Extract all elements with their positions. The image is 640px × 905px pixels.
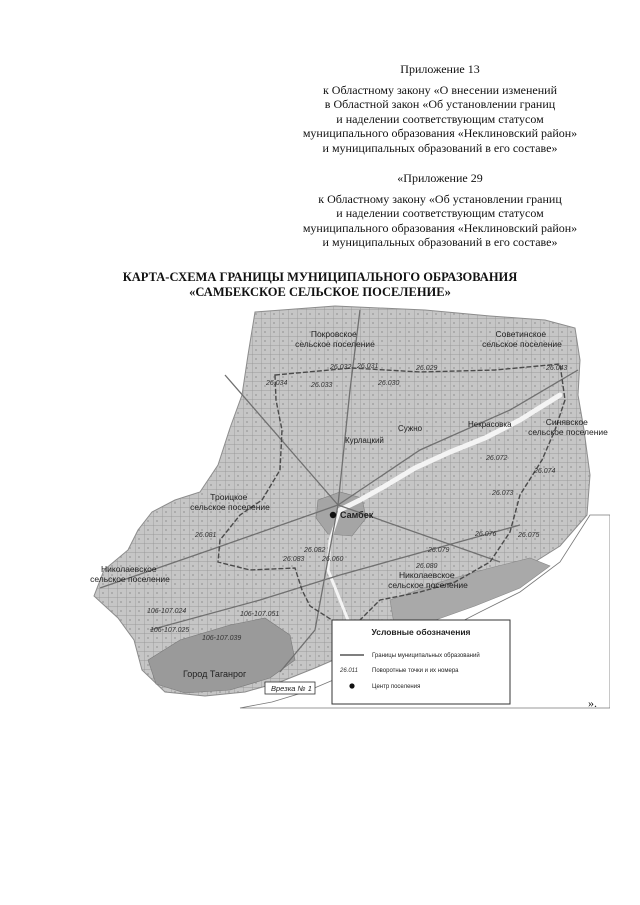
turning-point-code: 106-107.024 [147, 608, 187, 615]
turning-point-code: 106-107.039 [202, 635, 242, 642]
appendix-13-line: и муниципальных образований в его составе» [322, 140, 558, 155]
turning-point-code: 26.079 [428, 547, 450, 554]
appendix-13-heading: Приложение 13 [400, 62, 480, 76]
turning-point-code: 26.032 [330, 364, 352, 371]
svg-text:Николаевское сельское посе [388, 570, 468, 590]
turning-point-code: 26.060 [322, 556, 344, 563]
turning-point-code: 26.082 [304, 547, 326, 554]
legend-item-boundary: Границы муниципальных образований [372, 653, 480, 659]
label-nikolaevskoe-east: Николаевское [399, 570, 455, 580]
appendix-13-reference [280, 62, 600, 155]
boundary-map [90, 300, 610, 710]
appendix-29-line: и муниципальных образований в его составе» [322, 235, 558, 249]
label-nekrasovka: Некрасовка [468, 420, 512, 429]
label-nikolaevskoe-sub: сельское поселение [90, 574, 170, 584]
turning-point-code: 26.076 [475, 531, 497, 538]
inset-label: Врезка № 1 [271, 684, 312, 693]
turning-point-code: 26.083 [283, 556, 305, 563]
map-title-line: «САМБЕКСКОЕ СЕЛЬСКОЕ ПОСЕЛЕНИЕ» [189, 285, 451, 299]
closing-quote-mark: ». [588, 696, 597, 710]
legend-item-center: Центр поселения [372, 684, 421, 690]
label-troitskoe: Троицкое [210, 492, 248, 502]
label-nikolaevskoe: Николаевское [101, 564, 157, 574]
turning-point-code: 106-107.025 [150, 627, 190, 634]
appendix-13-line: в Областной закон «Об установлении границ [324, 97, 556, 111]
label-troitskoe-sub: сельское поселение [190, 502, 270, 512]
legend-code-sample: 26.011 [340, 668, 358, 674]
turning-point-code: 26.073 [492, 490, 514, 497]
label-sinyavskoe: Синявское [545, 417, 588, 427]
turning-point-code: 26.034 [266, 380, 288, 387]
label-pokrovskoe-sub: сельское поселение [295, 339, 375, 349]
turning-point-code: 26.074 [534, 468, 556, 475]
turning-point-code: 106-107.051 [240, 611, 280, 618]
appendix-13-line: муниципального образования «Неклиновский район» [302, 126, 578, 140]
label-taganrog: Город Таганрог [183, 669, 247, 679]
appendix-13-line: к Областному закону «О внесении изменений [322, 82, 558, 97]
appendix-29-line: к Областному закону «Об установлении границ [318, 191, 562, 206]
appendix-13-line: и наделении соответствующим статусом [336, 111, 544, 126]
turning-point-code: 26.033 [311, 382, 333, 389]
turning-point-code: 26.031 [357, 363, 379, 370]
label-pokrovskoe: Покровское [310, 329, 357, 339]
label-sovetinskoe: Советинское [495, 329, 547, 339]
appendix-29-heading: «Приложение 29 [397, 171, 483, 185]
turning-point-code: 26.029 [416, 365, 438, 372]
map-title [0, 270, 640, 300]
legend-item-points: Поворотные точки и их номера [372, 668, 459, 674]
turning-point-code: 26.030 [378, 380, 400, 387]
label-nikolaevskoe-east-sub: сельское поселение [388, 580, 468, 590]
label-sovetinskoe-sub: сельское поселение [482, 339, 562, 349]
appendix-29-line: и наделении соответствующим статусом [336, 206, 544, 220]
map-title-line: КАРТА-СХЕМА ГРАНИЦЫ МУНИЦИПАЛЬНОГО ОБРАЗОВАНИЯ [122, 270, 518, 284]
label-suzhno: Сужно [398, 424, 423, 433]
label-kurlatsky: Курлацкий [345, 436, 384, 445]
label-sambek: Самбек [340, 510, 374, 520]
turning-point-code: 26.043 [546, 365, 568, 372]
legend-title: Условные обозначения [371, 627, 471, 637]
settlement-center-marker [330, 512, 336, 518]
turning-point-code: 26.075 [518, 532, 540, 539]
map-legend [332, 620, 510, 704]
legend-center-marker [349, 683, 354, 688]
appendix-29-line: муниципального образования «Неклиновский район» [302, 220, 578, 235]
turning-point-code: 26.081 [195, 532, 217, 539]
svg-text:Николаевское сельское посе [90, 564, 170, 584]
turning-point-code: 26.072 [486, 455, 508, 462]
turning-point-code: 26.080 [416, 563, 438, 570]
label-sinyavskoe-sub: сельское поселение [528, 427, 608, 437]
appendix-29-reference [280, 171, 600, 250]
